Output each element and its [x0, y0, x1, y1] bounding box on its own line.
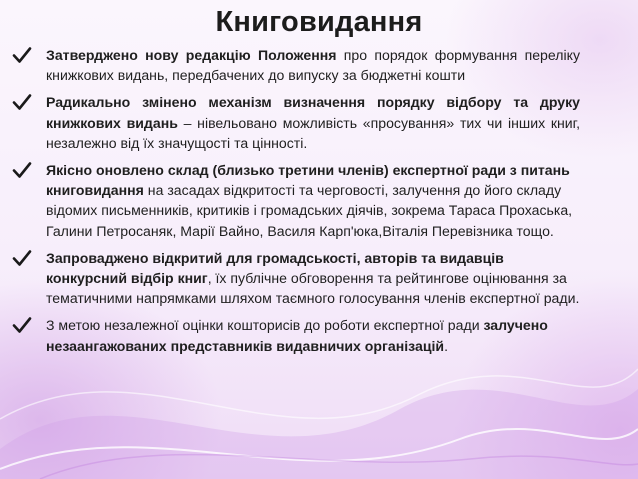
checkmark-icon — [12, 316, 32, 334]
bullet-item-selection-mechanism — [12, 92, 580, 153]
bullet-item-open-competition — [12, 248, 580, 309]
bullet-text: , їх публічне обговорення та рейтингове оцінювання за тематичними напрямками шляхом таємного голосування членів експертної ради. — [46, 270, 580, 307]
bullet-list — [12, 45, 580, 356]
bullet-text: – нівельовано можливість «просування» тих чи інших книг, незалежно від їх значущості та цінності. — [46, 114, 580, 151]
checkmark-icon — [12, 46, 32, 64]
bullet-text: про порядок формування переліку книжкових видань, передбачених до випуску за бюджетні кошти — [46, 47, 580, 84]
bullet-item-expert-council — [12, 160, 580, 241]
bullet-bold-text: Радикально змінено механізм визначення порядку відбору та друку книжкових видань — [46, 94, 580, 131]
bullet-item-new-regulation — [12, 45, 580, 85]
bullet-bold-text: залучено незаангажованих представників видавничих організацій — [46, 317, 548, 354]
checkmark-icon — [12, 249, 32, 267]
bullet-item-independent-assessment — [12, 315, 580, 355]
bullet-text: З метою незалежної оцінки кошторисів до роботи експертної ради — [46, 317, 484, 334]
checkmark-icon — [12, 93, 32, 111]
bullet-bold-text: Затверджено нову редакцію Положення — [46, 47, 337, 63]
bullet-text: на засадах відкритості та черговості, залучення до його складу відомих письменників, критиків і громадських діячів, зокрема Тараса Прохаська, Галини Петросаняк, Марії Вайно, Василя Карп'юка,Віталія Перевізника тощо. — [46, 182, 573, 239]
checkmark-icon — [12, 161, 32, 179]
bullet-bold-text: Якісно оновлено склад (близько третини членів) експертної ради з питань книговидання — [46, 162, 570, 199]
slide-title: Книговидання — [215, 6, 423, 38]
bullet-text: . — [444, 337, 448, 354]
bullet-bold-text: Запроваджено відкритий для громадськості, авторів та видавців конкурсний відбір книг — [46, 249, 504, 287]
